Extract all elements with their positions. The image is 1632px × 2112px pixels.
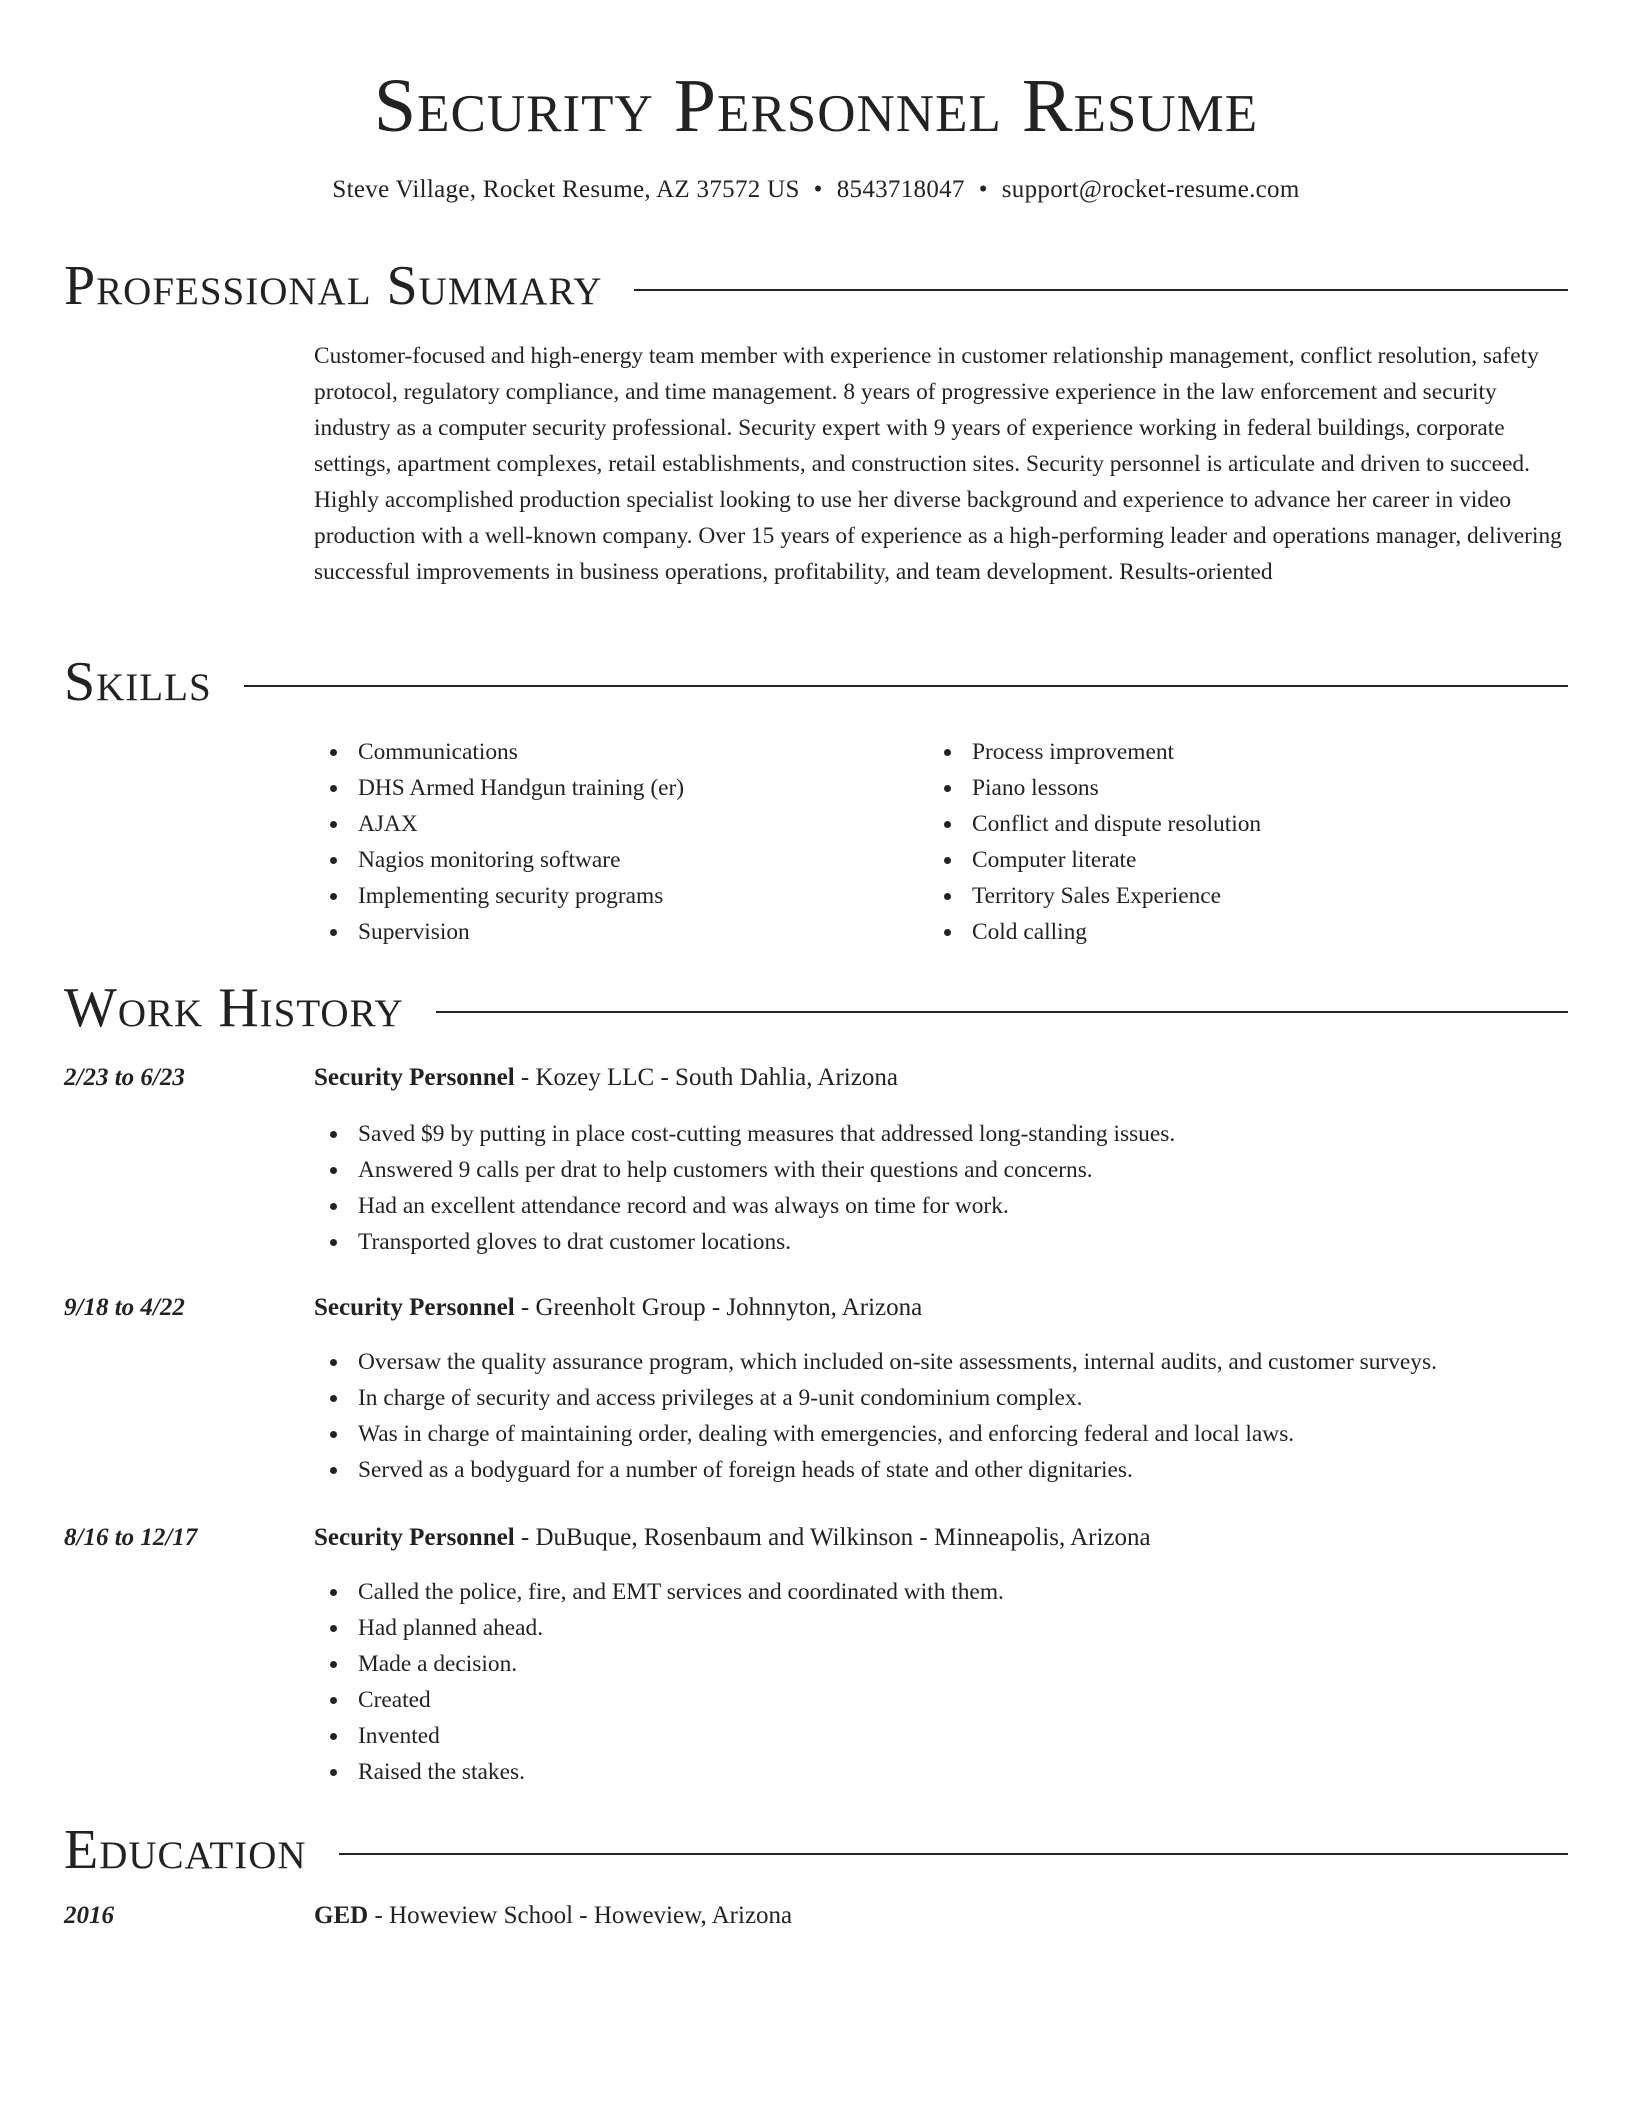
section-divider bbox=[339, 1853, 1568, 1855]
skill-item: Implementing security programs bbox=[314, 878, 914, 914]
contact-line bbox=[0, 174, 1632, 206]
duty-item: In charge of security and access privileges at a 9-unit condominium complex. bbox=[314, 1380, 1568, 1416]
job-dates: 2/23 to 6/23 bbox=[64, 1064, 185, 1091]
skill-item: Territory Sales Experience bbox=[928, 878, 1568, 914]
skill-item: Computer literate bbox=[928, 842, 1568, 878]
duty-item: Had an excellent attendance record and was always on time for work. bbox=[314, 1188, 1568, 1224]
skill-item: Conflict and dispute resolution bbox=[928, 806, 1568, 842]
job-dates: 8/16 to 12/17 bbox=[64, 1524, 198, 1551]
duty-item: Transported gloves to drat customer locations. bbox=[314, 1224, 1568, 1260]
job-duties bbox=[314, 1574, 1568, 1790]
contact-separator: • bbox=[978, 176, 988, 203]
duty-item: Answered 9 calls per drat to help customers with their questions and concerns. bbox=[314, 1152, 1568, 1188]
summary-text: Customer-focused and high-energy team member with experience in customer relationship management, conflict resolution, safety protocol, regulatory compliance, and time management. 8 years of progressive experience in the law enforcement and security industry as a computer security professional. Security expert with 9 years of experience working in federal buildings, corporate settings, apartment complexes, retail establishments, and construction sites. Security personnel is articulate and driven to succeed. Highly accomplished production specialist looking to use her diverse background and experience to advance her career in video production with a well-known company. Over 15 years of experience as a high-performing leader and operations manager, delivering successful improvements in business operations, profitability, and team development. Results-oriented bbox=[314, 343, 1562, 585]
education-heading bbox=[314, 1900, 1568, 1932]
skill-item: Nagios monitoring software bbox=[314, 842, 914, 878]
contact-address: Steve Village, Rocket Resume, AZ 37572 US bbox=[332, 176, 800, 203]
duty-item: Invented bbox=[314, 1718, 1568, 1754]
job-duties bbox=[314, 1344, 1568, 1488]
section-title-skills: Skills bbox=[64, 651, 212, 713]
skills-list-left bbox=[314, 734, 914, 950]
duty-item: Was in charge of maintaining order, dealing with emergencies, and enforcing federal and local laws. bbox=[314, 1416, 1568, 1452]
section-divider bbox=[244, 685, 1568, 687]
education-degree: GED bbox=[314, 1902, 369, 1929]
duty-item: Created bbox=[314, 1682, 1568, 1718]
duty-item: Oversaw the quality assurance program, which included on-site assessments, internal audits, and customer surveys. bbox=[314, 1344, 1568, 1380]
skill-item: Piano lessons bbox=[928, 770, 1568, 806]
skills-list-right bbox=[928, 734, 1568, 950]
education-school: - Howeview School - Howeview, Arizona bbox=[368, 1902, 793, 1929]
section-title-summary: Professional Summary bbox=[64, 255, 603, 317]
resume-title: Security Personnel Resume bbox=[373, 64, 1259, 148]
skill-item: Process improvement bbox=[928, 734, 1568, 770]
skill-item: AJAX bbox=[314, 806, 914, 842]
job-employer: - Kozey LLC - South Dahlia, Arizona bbox=[514, 1064, 898, 1091]
section-divider bbox=[436, 1011, 1568, 1013]
duty-item: Served as a bodyguard for a number of foreign heads of state and other dignitaries. bbox=[314, 1452, 1568, 1488]
duty-item: Had planned ahead. bbox=[314, 1610, 1568, 1646]
job-title: Security Personnel bbox=[314, 1294, 515, 1321]
job-dates: 9/18 to 4/22 bbox=[64, 1294, 185, 1321]
skill-item: Communications bbox=[314, 734, 914, 770]
job-employer: - Greenholt Group - Johnnyton, Arizona bbox=[514, 1294, 923, 1321]
job-title: Security Personnel bbox=[314, 1524, 515, 1551]
contact-email: support@rocket-resume.com bbox=[1001, 176, 1300, 203]
job-employer: - DuBuque, Rosenbaum and Wilkinson - Minneapolis, Arizona bbox=[514, 1524, 1151, 1551]
section-header-education bbox=[64, 1818, 1568, 1882]
section-title-work-history: Work History bbox=[64, 977, 404, 1039]
duty-item: Called the police, fire, and EMT services and coordinated with them. bbox=[314, 1574, 1568, 1610]
contact-phone: 8543718047 bbox=[836, 176, 965, 203]
section-header-summary bbox=[64, 254, 1568, 318]
section-header-skills bbox=[64, 650, 1568, 714]
section-header-work-history bbox=[64, 976, 1568, 1040]
section-title-education: Education bbox=[64, 1819, 307, 1881]
duty-item: Made a decision. bbox=[314, 1646, 1568, 1682]
section-divider bbox=[634, 289, 1568, 291]
skill-item: Cold calling bbox=[928, 914, 1568, 950]
skill-item: DHS Armed Handgun training (er) bbox=[314, 770, 914, 806]
job-heading bbox=[314, 1522, 1568, 1554]
contact-separator: • bbox=[813, 176, 823, 203]
skill-item: Supervision bbox=[314, 914, 914, 950]
job-heading bbox=[314, 1062, 1568, 1094]
duty-item: Saved $9 by putting in place cost-cutting measures that addressed long-standing issues. bbox=[314, 1116, 1568, 1152]
education-year: 2016 bbox=[64, 1902, 114, 1929]
duty-item: Raised the stakes. bbox=[314, 1754, 1568, 1790]
job-duties bbox=[314, 1116, 1568, 1260]
job-title: Security Personnel bbox=[314, 1064, 515, 1091]
job-heading bbox=[314, 1292, 1568, 1324]
